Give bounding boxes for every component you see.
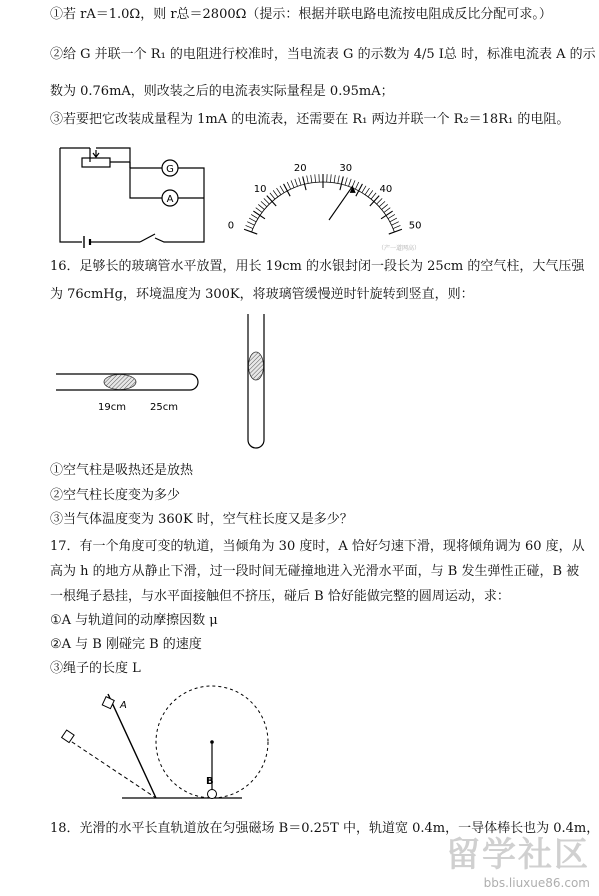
- meter-tick: [345, 178, 347, 186]
- meter-tick: [251, 214, 258, 218]
- meter-tick: [330, 174, 331, 182]
- meter-tick: [270, 193, 275, 199]
- meter-tick: [280, 186, 284, 193]
- meter-tick: [355, 182, 358, 189]
- meter-tick: [368, 190, 373, 196]
- q16-line-1: 16．足够长的玻璃管水平放置，用长 19cm 的水银封闭一段长为 25cm 的空气柱，大气压强: [50, 259, 585, 274]
- meter-tick: [267, 196, 276, 206]
- meter-tick: [377, 198, 383, 204]
- ball-b: [208, 790, 217, 799]
- meter-tick: [247, 222, 254, 225]
- watermark-logo: 留学社区: [446, 835, 590, 875]
- meter-tick: [389, 229, 402, 234]
- meter-tick: [253, 211, 265, 219]
- meter-tick: [244, 229, 257, 234]
- meter-tick: [370, 196, 379, 206]
- meter-dial: [227, 140, 422, 252]
- meter-tick: [287, 182, 290, 189]
- meter-tick-label: 20: [293, 162, 307, 174]
- meter-tick: [264, 198, 270, 204]
- circuit-diagram: [52, 140, 212, 248]
- meter-tick: [390, 218, 397, 222]
- meter-tick: [365, 188, 369, 195]
- meter-tick: [291, 180, 294, 187]
- meter-tick: [334, 175, 335, 183]
- meter-tick: [256, 208, 262, 213]
- mercury-column-horizontal: [104, 375, 136, 390]
- meter-tick: [340, 176, 343, 190]
- q16-sub-1: ①空气柱是吸热还是放热: [50, 463, 194, 478]
- meter-tick: [392, 222, 399, 225]
- watermark-url: bbs.liuxue86.com: [483, 876, 590, 890]
- meter-tick: [338, 176, 340, 184]
- meter-tick: [246, 225, 253, 228]
- meter-tick-label: 10: [253, 184, 267, 196]
- watermark: [446, 827, 590, 890]
- meter-tick: [315, 174, 316, 182]
- meter-tick: [381, 211, 393, 219]
- meter-tick-label: 0: [227, 220, 235, 232]
- meter-tick: [362, 186, 366, 193]
- meter-tick: [303, 176, 306, 190]
- text-line-1: ①若 rA＝1.0Ω，则 r总＝2800Ω（提示：根据并联电路电流按电阻成反比分配可求。）: [50, 7, 552, 22]
- meter-tick: [382, 204, 388, 209]
- meter-tick: [273, 190, 278, 196]
- meter-tick-marks: [244, 174, 402, 234]
- meter-needle: [329, 186, 353, 220]
- meter-tick-label: 50: [408, 220, 422, 232]
- text-line-3: 数为 0.76mA，则改装之后的电流表实际量程是 0.95mA；: [50, 84, 394, 99]
- meter-tick: [258, 204, 264, 209]
- text-line-4: ③若要把它改装成量程为 1mA 的电流表，还需要在 R₁ 两边并联一个 R₂＝18R₁ 的电阻。: [50, 112, 570, 127]
- meter-tick: [261, 201, 267, 206]
- glass-tube-diagram: [50, 310, 290, 460]
- galvanometer-label: G: [166, 164, 174, 175]
- q17-line-1: 17．有一个角度可变的轨道，当倾角为 30 度时，A 恰好匀速下滑，现将倾角调为 60 度，从: [50, 539, 585, 554]
- mercury-column-vertical: [249, 352, 264, 380]
- mercury-length-label: 19cm: [98, 402, 126, 413]
- meter-tick: [299, 178, 301, 186]
- meter-tick: [348, 179, 351, 187]
- meter-tick: [311, 175, 312, 183]
- q18-line-1: 18．光滑的水平长直轨道放在匀强磁场 B＝0.25T 中，轨道宽 0.4m，一导体棒长也为 0.4m，: [50, 821, 599, 836]
- ball-b-label: B: [206, 776, 214, 787]
- q17-line-2: 高为 h 的地方从静止下滑，过一段时间无碰撞地进入光滑水平面，与 B 发生弹性正碰，B 被: [50, 564, 580, 579]
- incline-diagram: [52, 680, 312, 804]
- meter-tick-label: 40: [379, 184, 393, 196]
- text-line-2: ②给 G 并联一个 R₁ 的电阻进行校准时，当电流表 G 的示数为 4/5 I总 时，标准电流表 A 的示: [50, 47, 596, 62]
- meter-tick: [371, 193, 376, 199]
- meter-tick: [379, 201, 385, 206]
- q17-sub-1: ①A 与轨道间的动摩擦因数 μ: [50, 613, 218, 628]
- meter-tick-label: 30: [339, 162, 353, 174]
- air-length-label: 25cm: [150, 402, 178, 413]
- block-a: [102, 697, 114, 709]
- block-a-alt: [62, 730, 74, 742]
- meter-tick: [307, 176, 309, 184]
- meter-tick: [295, 179, 298, 187]
- q17-line-3: 一根绳子悬挂，与水平面接触但不挤压，碰后 B 恰好能做完整的圆周运动，求：: [50, 589, 510, 604]
- ammeter-label: A: [166, 194, 174, 205]
- meter-tick: [388, 214, 395, 218]
- q17-sub-3: ③绳子的长度 L: [50, 661, 141, 676]
- q17-sub-2: ②A 与 B 刚碰完 B 的速度: [50, 637, 202, 652]
- meter-tick: [249, 218, 256, 222]
- vertical-tube: [248, 314, 264, 448]
- meter-tick: [384, 208, 390, 213]
- q16-sub-3: ③当气体温度变为 360K 时，空气柱长度又是多少？: [50, 512, 353, 527]
- meter-arc: [252, 182, 395, 232]
- meter-tick: [277, 188, 281, 195]
- q16-sub-2: ②空气柱长度变为多少: [50, 488, 181, 503]
- block-a-label: A: [120, 700, 127, 711]
- image-credit: （产一道网高）: [378, 245, 421, 252]
- pivot: [210, 740, 214, 744]
- meter-tick: [393, 225, 400, 228]
- q16-line-2: 为 76cmHg，环境温度为 300K，将玻璃管缓慢逆时针旋转到竖直，则：: [50, 287, 474, 302]
